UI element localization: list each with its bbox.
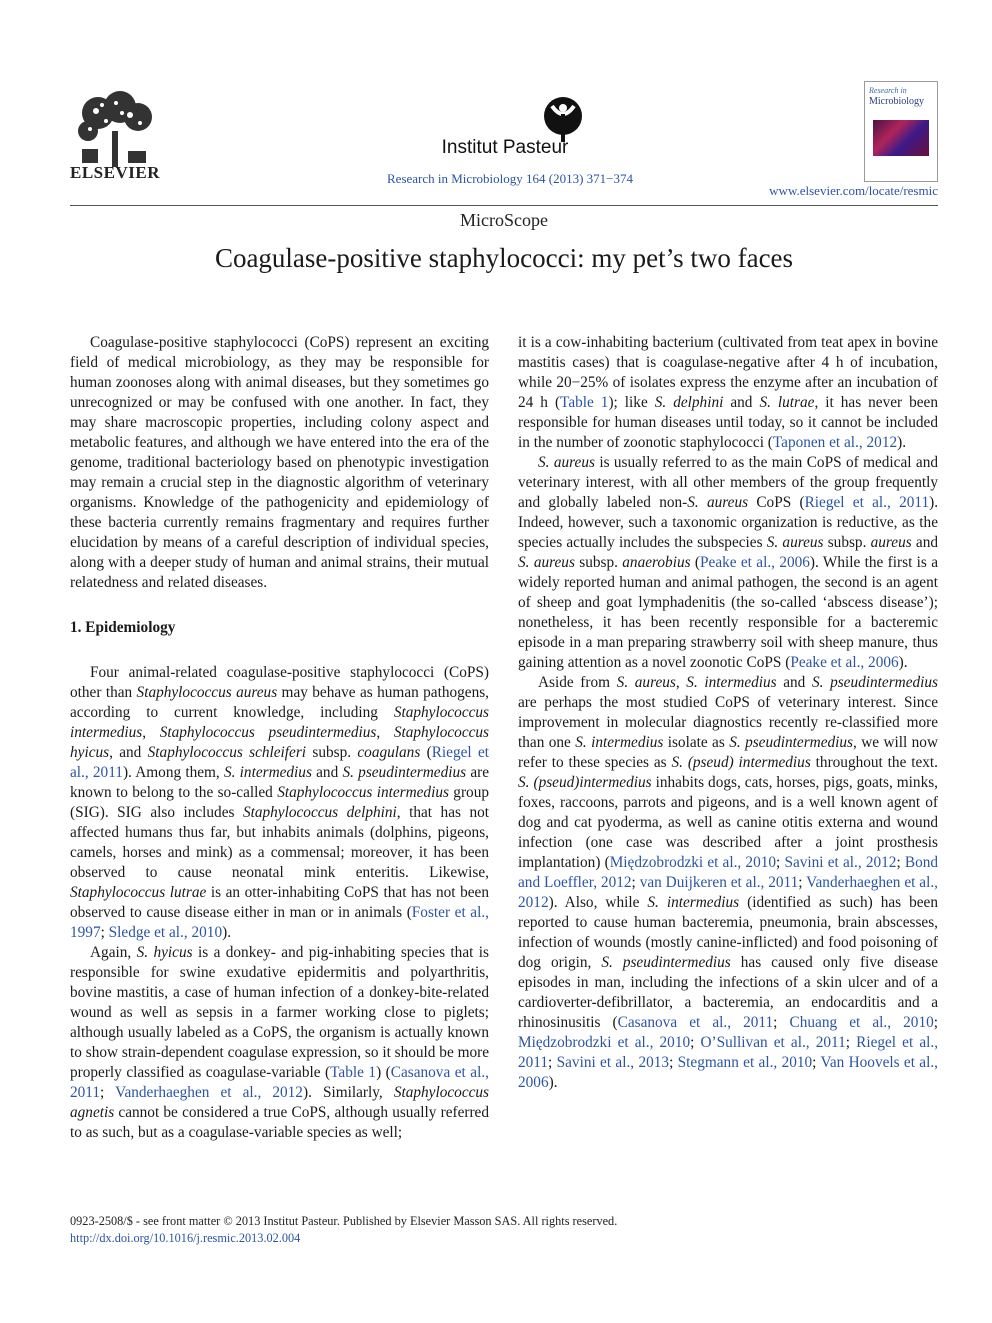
journal-url-link[interactable]: www.elsevier.com/locate/resmic bbox=[769, 183, 938, 198]
article-title: Coagulase-positive staphylococci: my pet’s two faces bbox=[214, 243, 794, 273]
citation-link[interactable]: Taponen et al., 2012 bbox=[772, 434, 898, 451]
citation-link[interactable]: O’Sullivan et al., 2011 bbox=[700, 1034, 846, 1051]
cover-title: Microbiology bbox=[869, 96, 924, 107]
cover-image bbox=[873, 120, 929, 156]
body-paragraph: Again, S. hyicus is a donkey- and pig-inhabiting species that is responsible for swine exudative epidermitis and polyarthritis, bovine mastitis, a case of human infection of a donkey-bite-related wound as well as sepsis in a farmer working close to piglets; although usually labeled as a CoPS, the organism is actually known to show strain-dependent coagulase expression, so it should be more properly classified as coagulase-variable (Table 1) (Casanova et al., 2011; Vanderhaeghen et al., 2012). Similarly, Staphylococcus agnetis cannot be considered a true CoPS, although usually referred to as such, but as a coagulase-variable species as well; bbox=[70, 944, 489, 1141]
citation-link[interactable]: Chuang et al., 2010 bbox=[789, 1014, 934, 1031]
institute-name: Institut Pasteur bbox=[441, 137, 569, 158]
citation-link[interactable]: Peake et al., 2006 bbox=[700, 554, 810, 571]
citation-link[interactable]: Sledge et al., 2010 bbox=[108, 924, 223, 941]
citation-link[interactable]: Peake et al., 2006 bbox=[790, 654, 899, 671]
section-label: MicroScope bbox=[460, 210, 548, 230]
citation-link[interactable]: Casanova et al., 2011 bbox=[617, 1014, 774, 1031]
citation-link[interactable]: Savini et al., 2012 bbox=[784, 854, 897, 871]
body-paragraph: Four animal-related coagulase-positive staphylococci (CoPS) other than Staphylococcus aureus may behave as human pathogens, according to current knowledge, including Staphylococcus intermedius, Staphylococcus pseudintermedius, Staphylococcus hyicus, and Staphylococcus schleiferi subsp. coagulans (Riegel et al., 2011). Among them, S. intermedius and S. pseudintermedius are known to belong to the so-called Staphylococcus intermedius group (SIG). SIG also includes Staphylococcus delphini, that has not affected humans thus far, but inhabits animals (dolphins, pigeons, camels, horses and mink) as a commensal; moreover, it has been observed to cause neonatal mink enteritis. Likewise, Staphylococcus lutrae is an otter-inhabiting CoPS that has not been observed to cause disease either in man or in animals (Foster et al., 1997; Sledge et al., 2010). bbox=[70, 664, 489, 941]
citation-link[interactable]: Międzobrodzki et al., 2010 bbox=[609, 854, 777, 871]
journal-reference-link[interactable]: Research in Microbiology 164 (2013) 371−374 bbox=[387, 171, 633, 186]
journal-cover-thumbnail[interactable] bbox=[864, 81, 938, 182]
citation-link[interactable]: Bond and Loeffler, 2012 bbox=[518, 854, 939, 891]
citation-link[interactable]: Riegel et al., 2011 bbox=[804, 494, 930, 511]
cover-brand: Research in bbox=[869, 86, 907, 95]
citation-link[interactable]: Riegel et al., 2011 bbox=[70, 744, 489, 781]
left-column bbox=[70, 333, 489, 1143]
citation-link[interactable]: Stegmann et al., 2010 bbox=[677, 1054, 813, 1071]
citation-link[interactable]: Van Hoovels et al., 2006 bbox=[518, 1054, 938, 1091]
body-paragraph: S. aureus is usually referred to as the main CoPS of medical and veterinary interest, with all other members of the group frequently and globally labeled non-S. aureus CoPS (Riegel et al., 2011). Indeed, however, such a taxonomic organization is reductive, as the species actually includes the subspecies S. aureus subsp. aureus and S. aureus subsp. anaerobius (Peake et al., 2006). While the first is a widely reported human and animal pathogen, the second is an agent of sheep and goat lymphadenitis (the so-called ‘abscess disease’); nonetheless, it has been recently responsible for a bacteremic episode in a man preparing strawberry soil with sheep manure, thus gaining attention as a novel zoonotic CoPS (Peake et al., 2006). bbox=[518, 454, 939, 671]
table-link[interactable]: Table 1 bbox=[330, 1064, 377, 1081]
citation-link[interactable]: Riegel et al., 2011 bbox=[518, 1034, 939, 1071]
section-heading: 1. Epidemiology bbox=[70, 619, 176, 636]
citation-link[interactable]: Savini et al., 2013 bbox=[556, 1054, 670, 1071]
institut-pasteur-logo bbox=[536, 96, 592, 142]
citation-link[interactable]: van Duijkeren et al., 2011 bbox=[639, 874, 799, 891]
citation-link[interactable]: Vanderhaeghen et al., 2012 bbox=[518, 874, 938, 911]
body-paragraph: it is a cow-inhabiting bacterium (cultivated from teat apex in bovine mastitis cases) that is coagulase-negative after 4 h of incubation, while 20−25% of isolates express the enzyme after an incubation of 24 h (Table 1); like S. delphini and S. lutrae, it has never been responsible for human diseases until today, so it cannot be included in the number of zoonotic staphylococci (Taponen et al., 2012). bbox=[518, 334, 938, 451]
citation-link[interactable]: Foster et al., 1997 bbox=[70, 904, 489, 941]
body-paragraph: Aside from S. aureus, S. intermedius and S. pseudintermedius are perhaps the most studied CoPS of veterinary interest. Since improvement in molecular diagnostics recently re-classified more than one S. intermedius isolate as S. pseudintermedius, we will now refer to these species as S. (pseud) intermedius throughout the text. S. (pseud)intermedius inhabits dogs, cats, horses, pigs, goats, minks, foxes, raccoons, parrots and pigeons, and is a well known agent of dog and cat pyoderma, as well as canine otitis externa and wound infection (one case was described after a joint prosthesis implantation) (Międzobrodzki et al., 2010; Savini et al., 2012; Bond and Loeffler, 2012; van Duijkeren et al., 2011; Vanderhaeghen et al., 2012). Also, while S. intermedius (identified as such) has been reported to cause human bacteremia, pneumonia, brain abscesses, infection of wounds (mostly canine-inflicted) and food poisoning of dog origin, S. pseudintermedius has caused only five disease episodes in man, including the infections of a skin ulcer and of a cardioverter-defibrillator, a bacteremia, an endocarditis and a rhinosinusitis (Casanova et al., 2011; Chuang et al., 2010; Międzobrodzki et al., 2010; O’Sullivan et al., 2011; Riegel et al., 2011; Savini et al., 2013; Stegmann et al., 2010; Van Hoovels et al., 2006). bbox=[518, 674, 939, 1091]
doi-link[interactable]: http://dx.doi.org/10.1016/j.resmic.2013.02.004 bbox=[70, 1231, 301, 1245]
citation-link[interactable]: Casanova et al., 2011 bbox=[70, 1064, 489, 1101]
header-divider bbox=[70, 205, 938, 206]
table-link[interactable]: Table 1 bbox=[560, 394, 609, 411]
citation-link[interactable]: Międzobrodzki et al., 2010 bbox=[518, 1034, 691, 1051]
intro-paragraph: Coagulase-positive staphylococci (CoPS) represent an exciting field of medical microbiology, as they may be responsible for human zoonoses along with animal diseases, but they sometimes go unrecognized or may be confused with one another. In fact, they may share macroscopic properties, including colony aspect and metabolic features, and although we have entered into the era of the genome, traditional bacteriology based on phenotypic investigation may remain a crucial step in the diagnostic algorithm of veterinary organisms. Knowledge of the pathogenicity and epidemiology of these bacteria currently remains fragmentary and requires further elucidation by means of a careful description of individual species, along with a deeper study of human and animal strains, their mutual relatedness and related diseases. bbox=[70, 334, 489, 591]
copyright-notice: 0923-2508/$ - see front matter © 2013 Institut Pasteur. Published by Elsevier Masson SAS. All rights reserved. bbox=[70, 1214, 618, 1228]
citation-link[interactable]: Vanderhaeghen et al., 2012 bbox=[115, 1084, 303, 1101]
elsevier-wordmark: ELSEVIER bbox=[70, 163, 160, 182]
right-column bbox=[518, 333, 938, 1093]
